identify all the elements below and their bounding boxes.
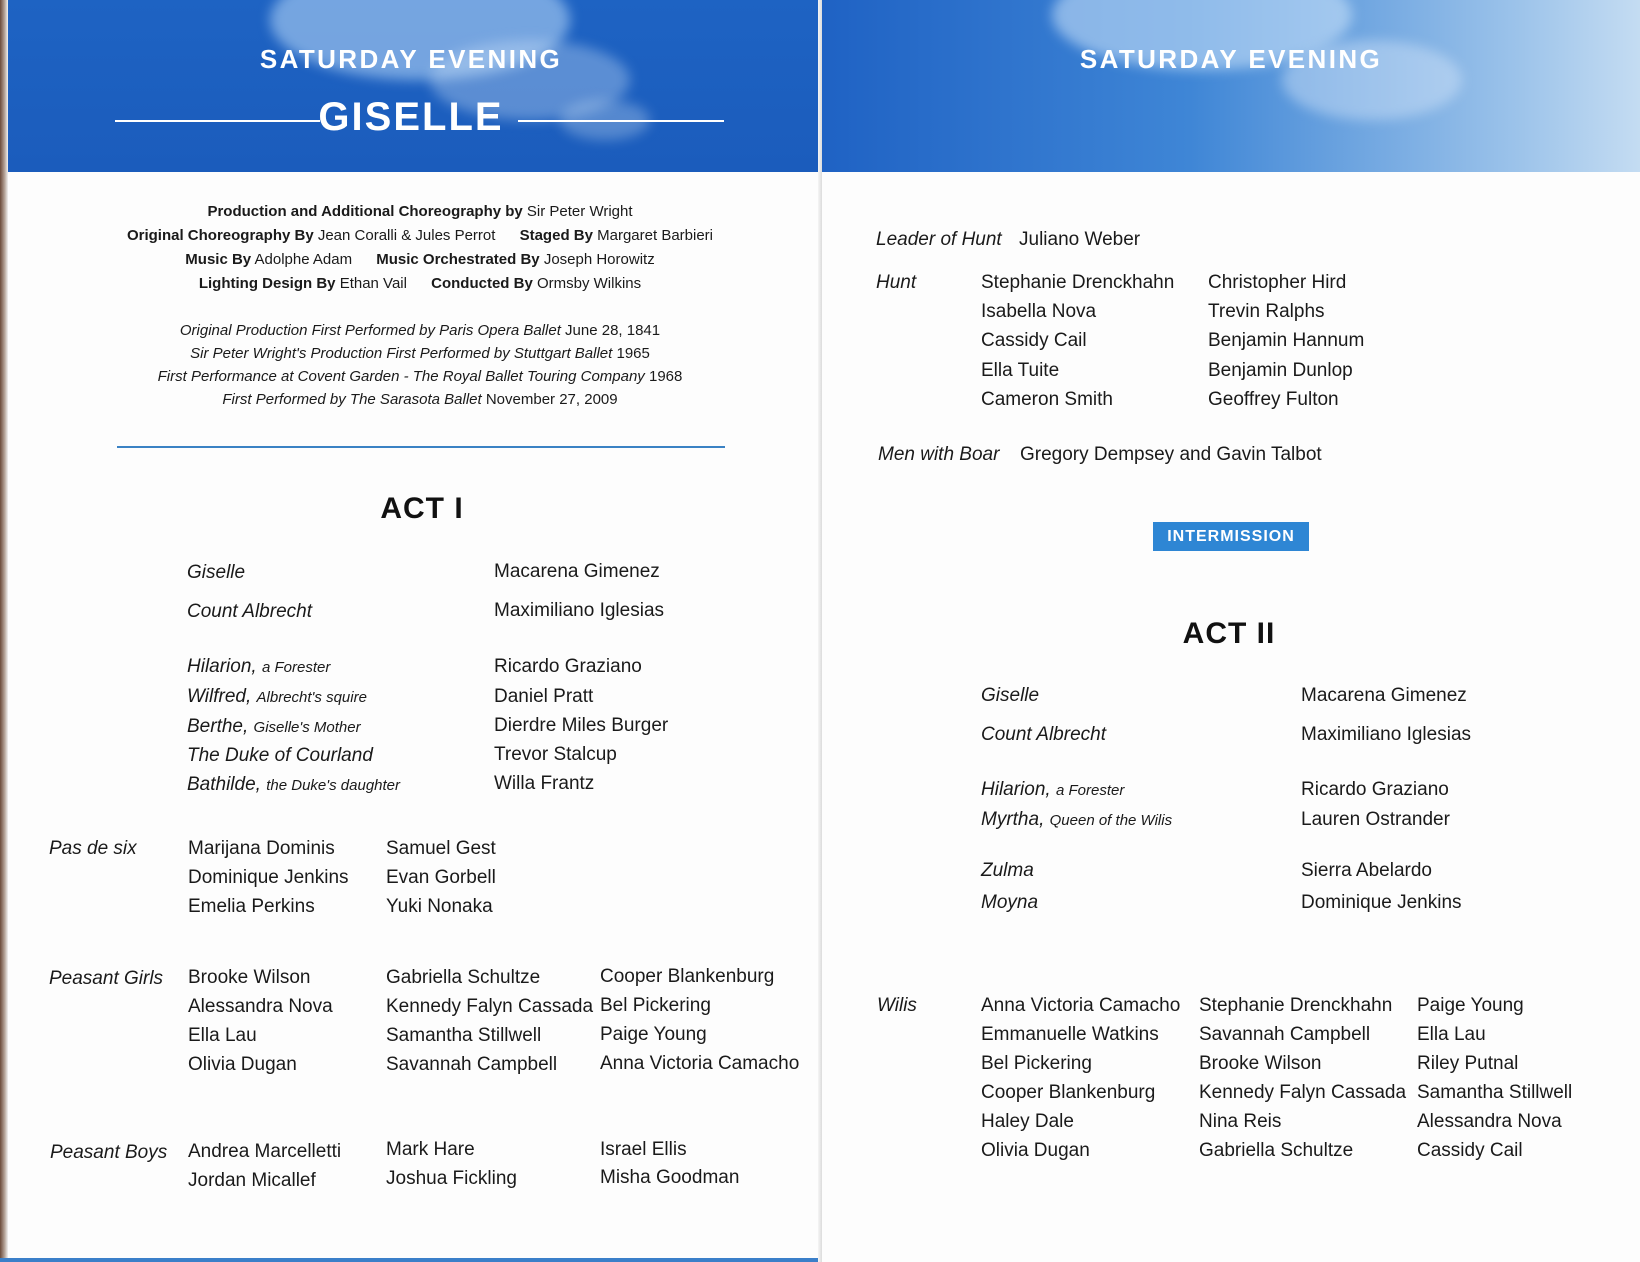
ensemble-dancer: Cameron Smith (981, 389, 1113, 410)
credit-value: Ethan Vail (339, 275, 407, 292)
ensemble-dancer: Nina Reis (1199, 1111, 1282, 1132)
credit-value: Margaret Barbieri (597, 227, 714, 244)
ensemble-dancer: Ella Tuite (981, 360, 1060, 381)
ensemble-dancer: Cooper Blankenburg (600, 966, 775, 987)
ensemble-dancer: Cassidy Cail (1417, 1140, 1523, 1161)
role-label: Zulma (981, 860, 1034, 881)
ensemble-dancer: Joshua Fickling (386, 1168, 517, 1189)
act-i-title: ACT I (380, 492, 464, 525)
peasant-girls-label: Peasant Girls (49, 968, 164, 989)
credit-value: Sir Peter Wright (526, 203, 633, 220)
dancer-name: Daniel Pratt (494, 686, 594, 707)
dancer-name: Willa Frantz (494, 773, 595, 794)
ensemble-dancer: Jordan Micallef (188, 1170, 316, 1191)
role-label: Myrtha, Queen of the Wilis (981, 809, 1173, 830)
ensemble-dancer: Gabriella Schultze (386, 967, 541, 988)
ensemble-dancer: Misha Goodman (600, 1167, 740, 1188)
history-line (100, 319, 740, 342)
ensemble-dancer: Kennedy Falyn Cassada (386, 996, 594, 1017)
ensemble-dancer: Kennedy Falyn Cassada (1199, 1082, 1407, 1103)
dancer-name: Maximiliano Iglesias (494, 600, 665, 621)
ensemble-dancer: Paige Young (600, 1024, 707, 1045)
dancer-name: Maximiliano Iglesias (1301, 724, 1472, 745)
ensemble-dancer: Haley Dale (981, 1111, 1074, 1132)
dancer-name: Gregory Dempsey and Gavin Talbot (1020, 444, 1322, 465)
production-credits (100, 200, 740, 296)
history-line (100, 388, 740, 411)
ensemble-dancer: Evan Gorbell (386, 867, 496, 888)
section-divider (117, 446, 725, 448)
history-date: November 27, 2009 (485, 391, 618, 408)
left-banner (0, 0, 822, 172)
dancer-name: Ricardo Graziano (1301, 779, 1449, 800)
history-text: Sir Peter Wright's Production First Performed by Stuttgart Ballet (190, 345, 613, 362)
ensemble-dancer: Benjamin Dunlop (1208, 360, 1353, 381)
ensemble-dancer: Savannah Campbell (1199, 1024, 1371, 1045)
peasant-boys-label: Peasant Boys (50, 1142, 168, 1163)
history-date: 1965 (616, 345, 650, 362)
men-with-boar-label: Men with Boar (878, 444, 1000, 465)
banner-title: GISELLE (318, 95, 504, 139)
credit-label: Production and Additional Choreography by (207, 203, 523, 220)
ensemble-dancer: Brooke Wilson (188, 967, 311, 988)
ensemble-dancer: Anna Victoria Camacho (600, 1053, 800, 1074)
credit-line (100, 200, 740, 224)
history-text: Original Production First Performed by Paris Opera Ballet (179, 322, 561, 339)
ensemble-dancer: Anna Victoria Camacho (981, 995, 1181, 1016)
leader-of-hunt-label: Leader of Hunt (876, 229, 1002, 250)
credit-line (100, 272, 740, 296)
ensemble-dancer: Marijana Dominis (188, 838, 335, 859)
dancer-name: Juliano Weber (1019, 229, 1141, 250)
title-rule-right (518, 120, 724, 122)
act-ii-title: ACT II (1182, 617, 1276, 650)
credit-label: Lighting Design By (198, 275, 336, 292)
right-page (822, 0, 1640, 1262)
dancer-name: Macarena Gimenez (1301, 685, 1467, 706)
dancer-name: Lauren Ostrander (1301, 809, 1450, 830)
ensemble-dancer: Bel Pickering (600, 995, 711, 1016)
ensemble-dancer: Samuel Gest (386, 838, 496, 859)
banner-subtitle: SATURDAY EVENING (259, 44, 563, 74)
credit-label: Conducted By (431, 275, 533, 292)
dancer-name: Dominique Jenkins (1301, 892, 1462, 913)
credit-line (100, 224, 740, 248)
ensemble-dancer: Emmanuelle Watkins (981, 1024, 1159, 1045)
history-date: June 28, 1841 (565, 322, 661, 339)
dancer-name: Trevor Stalcup (494, 744, 617, 765)
book-edge (0, 0, 8, 1262)
credit-value: Jean Coralli & Jules Perrot (317, 227, 496, 244)
bottom-rule (0, 1258, 818, 1262)
ensemble-dancer: Cassidy Cail (981, 330, 1087, 351)
ensemble-dancer: Yuki Nonaka (386, 896, 493, 917)
dancer-name: Macarena Gimenez (494, 561, 660, 582)
ensemble-dancer: Trevin Ralphs (1208, 301, 1325, 322)
ensemble-dancer: Alessandra Nova (188, 996, 333, 1017)
role-label: Bathilde, the Duke's daughter (187, 774, 401, 795)
history-line (100, 342, 740, 365)
ensemble-dancer: Stephanie Drenckhahn (1199, 995, 1393, 1016)
dancer-name: Sierra Abelardo (1301, 860, 1432, 881)
ensemble-dancer: Samantha Stillwell (386, 1025, 542, 1046)
history-text: First Performed by The Sarasota Ballet (222, 391, 482, 408)
performance-history (100, 319, 740, 411)
ensemble-dancer: Ella Lau (1417, 1024, 1486, 1045)
credit-value: Joseph Horowitz (543, 251, 655, 268)
role-label: Count Albrecht (981, 724, 1106, 745)
ensemble-dancer: Samantha Stillwell (1417, 1082, 1573, 1103)
ensemble-dancer: Alessandra Nova (1417, 1111, 1562, 1132)
intermission-badge: INTERMISSION (1153, 522, 1309, 551)
credit-label: Staged By (519, 227, 593, 244)
ensemble-dancer: Israel Ellis (600, 1139, 687, 1160)
ensemble-dancer: Mark Hare (386, 1139, 475, 1160)
ensemble-dancer: Brooke Wilson (1199, 1053, 1322, 1074)
history-text: First Performance at Covent Garden - The Royal Ballet Touring Company (157, 368, 645, 385)
role-label: Giselle (187, 562, 246, 583)
pas-de-six-label: Pas de six (49, 838, 137, 859)
ensemble-dancer: Isabella Nova (981, 301, 1097, 322)
dancer-name: Dierdre Miles Burger (494, 715, 669, 736)
role-label: Wilfred, Albrecht's squire (187, 686, 367, 707)
role-label: Hilarion, a Forester (981, 779, 1125, 800)
ensemble-dancer: Riley Putnal (1417, 1053, 1519, 1074)
credit-label: Music By (185, 251, 252, 268)
ensemble-dancer: Olivia Dugan (188, 1054, 297, 1075)
history-line (100, 365, 740, 388)
role-label: Giselle (981, 685, 1040, 706)
wilis-label: Wilis (877, 995, 917, 1016)
ensemble-dancer: Cooper Blankenburg (981, 1082, 1156, 1103)
credit-line (100, 248, 740, 272)
ensemble-dancer: Paige Young (1417, 995, 1524, 1016)
credit-value: Ormsby Wilkins (536, 275, 642, 292)
credit-label: Original Choreography By (126, 227, 314, 244)
ensemble-dancer: Benjamin Hannum (1208, 330, 1365, 351)
ensemble-dancer: Savannah Campbell (386, 1054, 558, 1075)
banner-subtitle: SATURDAY EVENING (1079, 44, 1383, 74)
history-date: 1968 (648, 368, 683, 385)
ensemble-dancer: Christopher Hird (1208, 272, 1347, 293)
hunt-label: Hunt (876, 272, 917, 293)
ensemble-dancer: Stephanie Drenckhahn (981, 272, 1175, 293)
dancer-name: Ricardo Graziano (494, 656, 642, 677)
role-label: Hilarion, a Forester (187, 656, 331, 677)
ensemble-dancer: Geoffrey Fulton (1208, 389, 1339, 410)
credit-label: Music Orchestrated By (376, 251, 540, 268)
ensemble-dancer: Olivia Dugan (981, 1140, 1090, 1161)
role-label: Berthe, Giselle's Mother (187, 716, 361, 737)
role-label: Count Albrecht (187, 601, 312, 622)
ensemble-dancer: Ella Lau (188, 1025, 257, 1046)
credit-value: Adolphe Adam (254, 251, 353, 268)
ensemble-dancer: Dominique Jenkins (188, 867, 349, 888)
ensemble-dancer: Gabriella Schultze (1199, 1140, 1354, 1161)
ensemble-dancer: Andrea Marcelletti (188, 1141, 342, 1162)
ensemble-dancer: Emelia Perkins (188, 896, 315, 917)
ensemble-dancer: Bel Pickering (981, 1053, 1092, 1074)
role-label: Moyna (981, 892, 1039, 913)
role-label: The Duke of Courland (187, 745, 373, 766)
right-banner (822, 0, 1640, 172)
